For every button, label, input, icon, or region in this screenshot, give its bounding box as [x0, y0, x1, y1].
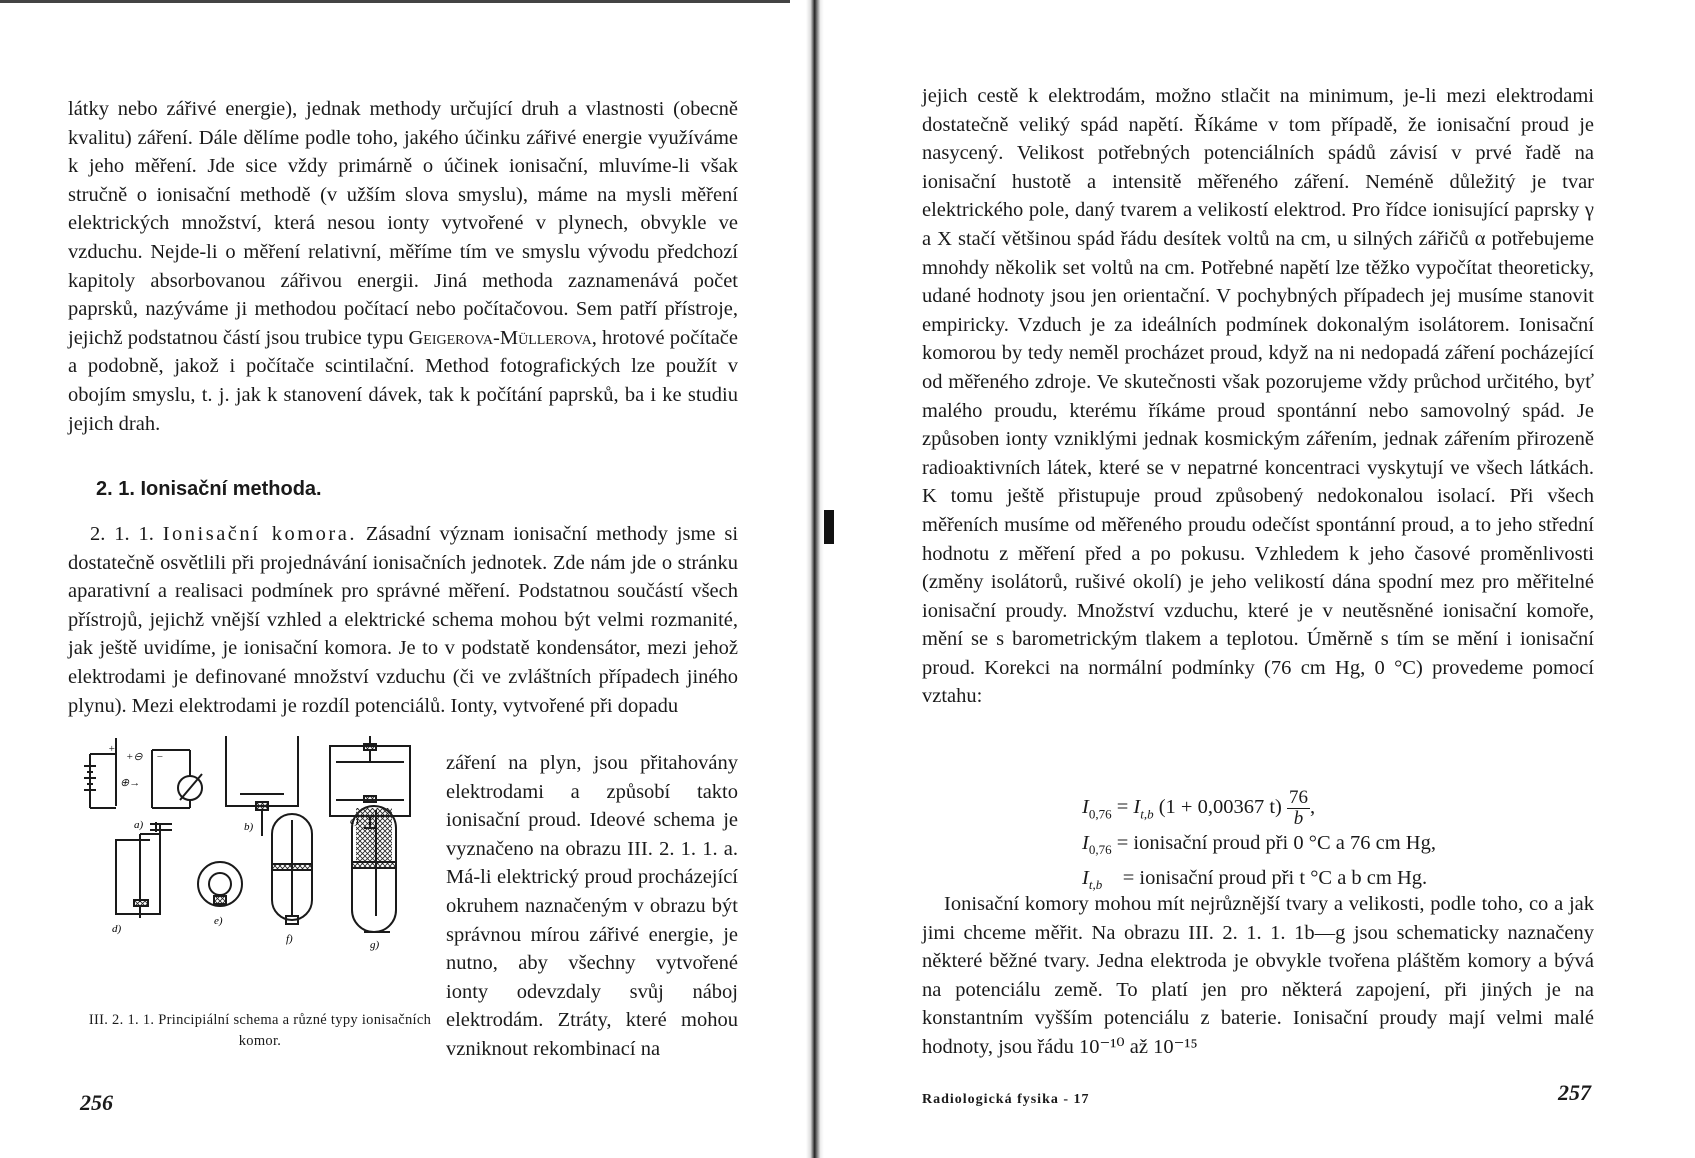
fraction-denominator: b	[1293, 808, 1304, 829]
page-number-left: 256	[80, 1090, 113, 1115]
book-footer: Radiologická fysika - 17	[922, 1092, 1090, 1107]
left-para2-text: Zásadní význam ionisační methody jsme si dostatečně osvětlili při projednávání ionisačních jednotek. Zde nám jde o stránku aparativní a realisaci podmínek pro správné měření. Podstatnou součástí všech přístrojů, jejichž vnější vzhled a elektrické schema mohou být velmi rozmanité, jak ještě uvidíme, je ionisační komora. Je to v podstatě kondensátor, mezi jehož elektrodami je definované množství vzduchu (či ve zvláštních případech jiného plynu). Mezi elektrodami je rozdíl potenciálů.	[68, 523, 739, 717]
figure-f-chamber	[272, 814, 312, 924]
formula-def-2: $I_{t,b}$ = ionisační proud při t °C a b cm Hg.	[1082, 867, 1428, 893]
side-text: záření na plyn, jsou přitahovány elektrodami a způsobí takto ionisační proud. Ideové schema je vyznačeno na obrazu III. 2. 1. 1. a. Má-li elektrický proud procházející okruhem naznačeným v obrazu být správnou mírou zářivé energie, je nutno, aby všechny vytvořené ionty odevzdaly svůj náboj elektrodám. Ztráty, které mohou vzniknout rekombinací na	[446, 752, 738, 1060]
left-paragraph-2	[68, 520, 738, 720]
subsection-title: Ionisační komora.	[162, 523, 357, 545]
page-number-right: 257	[1558, 1080, 1591, 1105]
left-page	[0, 0, 800, 1158]
right-paragraph-2	[922, 890, 1594, 1062]
figure-label-c: c)	[350, 815, 359, 827]
right-page	[830, 0, 1695, 1158]
svg-text:⊕→: ⊕→	[120, 777, 141, 789]
def1-text: = ionisační proud při 0 °C a 76 cm Hg,	[1116, 832, 1436, 854]
right-para1-text: jejich cestě k elektrodám, možno stlačit na minimum, je-li mezi elektrodami dostatečně veliký spád napětí. Říkáme v tom případě, že ionisační proud je nasycený. Velikost potřebných potenciálních spádů závisí v prvé řadě na ionisační hustotě a intensitě měřeného záření. Neméně důležitý je tvar elektrického pole, daný tvarem a velikostí elektrod. Pro řídce ionisující paprsky γ a X stačí většinou spád řádu desítek voltů na cm, u silných zářičů α potřebujeme mnohdy několik set voltů na cm. Potřebné napětí lze těžko vypočítat theoreticky, udané hodnoty jsou jen orientační. V pochybných případech jej musíme stanovit empiricky. Vzduch je za ideálních podmínek dokonalým isolátorem. Ionisační komorou by tedy neměl procházet proud, když na ni nedopadá záření pocházející od měřeného zdroje. Ve skutečnosti však pozorujeme vždy průchod určitého, byť malého proudu, kterému říkáme proud spontánní nebo samovolný spád. Je způsoben ionty vzniklými jednak kosmickým zářením, jednak zářením přirozeně radioaktivních látek, které se v nepatrné koncentraci vyskytují ve všech látkách. K tomu ještě přistupuje proud způsobený nedokonalou isolací. Při všech měřeních musíme od měřeného proudu odečíst spontánní proud, a to jeho střední hodnotu z měření před a po pokusu. Vzhledem k jeho časové proměnlivosti (změny isolátorů, rušivé okolí) je jeho velikostí dána spodní mez pro měřitelné ionisační proudy. Množství vzduchu, které je v neutěsněné ionisační komoře, mění se s barometrickým tlakem a teplotou. Úměrně s tím se mění i ionisační proud. Korekci na normální podmínky (76 cm Hg, 0 °C) provedeme pomocí vztahu:	[922, 85, 1594, 708]
book-gutter	[806, 0, 824, 1158]
svg-text:+⊖: +⊖	[126, 751, 143, 763]
ionisation-chamber-figure	[80, 736, 440, 1003]
figure-b-chamber	[226, 736, 298, 836]
svg-text:−: −	[156, 751, 164, 763]
side-text-column	[446, 749, 738, 1064]
right-paragraph-1	[922, 82, 1594, 711]
figure-label-a: a)	[134, 819, 144, 831]
figure-label-d: d)	[112, 923, 122, 935]
figure-label-e: e)	[214, 915, 223, 927]
geiger-muller-name: Geigerova-Müllerova	[408, 326, 592, 349]
formula-main-row: $I_{0,76} = I_{t,b}$ (1 + 0,00367 t) $\frac{76}{b}$ ,	[1082, 787, 1316, 829]
left-paragraph-1	[68, 95, 738, 438]
left-para1-text: látky nebo zářivé energie), jednak methody určující druh a vlastnosti (obecně kvalitu) záření. Dále dělíme podle toho, jakého účinku zářivé energie využíváme k jeho měření. Jde sice vždy primárně o účinek ionisační, mluvíme-li však stručně o ionisační methodě (v užším slova smyslu), máme na mysli měření elektrických množství, která nesou ionty vytvořené v plynech, obvykle ve vzduchu. Nejde-li o měření relativní, měříme tím ve smyslu vývodu předchozí kapitoly absorbovanou zářivou energii. Jiná methoda zaznamenává počet paprsků, nazýváme ji methodou počítací nebo počítačovou. Sem patří přístroje, jejichž podstatnou částí jsou trubice typu	[68, 98, 738, 349]
formula-fraction	[1287, 788, 1310, 829]
formula-def-1: $I_{0,76}$ = ionisační proud při 0 °C a 76 cm Hg,	[1082, 832, 1436, 858]
figure-d-chamber	[116, 822, 172, 918]
left-para2-cont: Ionty, vytvořené při dopadu	[450, 694, 679, 717]
figure-label-b: b)	[244, 821, 254, 833]
formula-expression: (1 + 0,00367 t)	[1158, 796, 1282, 819]
figure-caption	[80, 1010, 440, 1052]
figure-label-f: f)	[286, 933, 293, 945]
figure-a-circuit	[84, 738, 202, 808]
right-para2-text: Ionisační komory mohou mít nejrůznější tvary a velikosti, podle toho, co a jak jimi chceme měřit. Na obrazu III. 2. 1. 1. 1b—g jsou schematicky naznačeny některé běžné tvary. Jedna elektroda je obvykle tvořena pláštěm komory a bývá na potenciálu země. To platí jen pro některá zapojení, při jiných je na konstantním vyšším potenciálu z baterie. Ionisační proudy mají velmi malé hodnoty, jsou řádu 10⁻¹⁰ až 10⁻¹⁵	[922, 893, 1594, 1058]
subsection-number: 2. 1. 1.	[90, 523, 154, 545]
figure-label-g: g)	[370, 939, 380, 951]
def2-text: = ionisační proud při t °C a b cm Hg.	[1122, 867, 1428, 890]
correction-formula	[1082, 788, 1436, 899]
fraction-numerator: 76	[1289, 787, 1309, 808]
caption-number: III. 2. 1. 1.	[88, 1012, 155, 1028]
figure-g-chamber	[352, 806, 396, 932]
section-heading: 2. 1. Ionisační methoda.	[96, 478, 322, 500]
caption-text: Principiální schema a různé typy ionisačních komor.	[158, 1012, 432, 1049]
svg-text:+: +	[108, 743, 116, 755]
figure-e-chamber	[198, 862, 242, 906]
left-para1-end: , hrotové počítače a podobně, jakož i počítače scintilační. Method fotografických lze použít v obojím smyslu, t. j. jak k stanovení dávek, tak k počítání paprsků, ba i ke studiu jejich drah.	[68, 326, 739, 435]
